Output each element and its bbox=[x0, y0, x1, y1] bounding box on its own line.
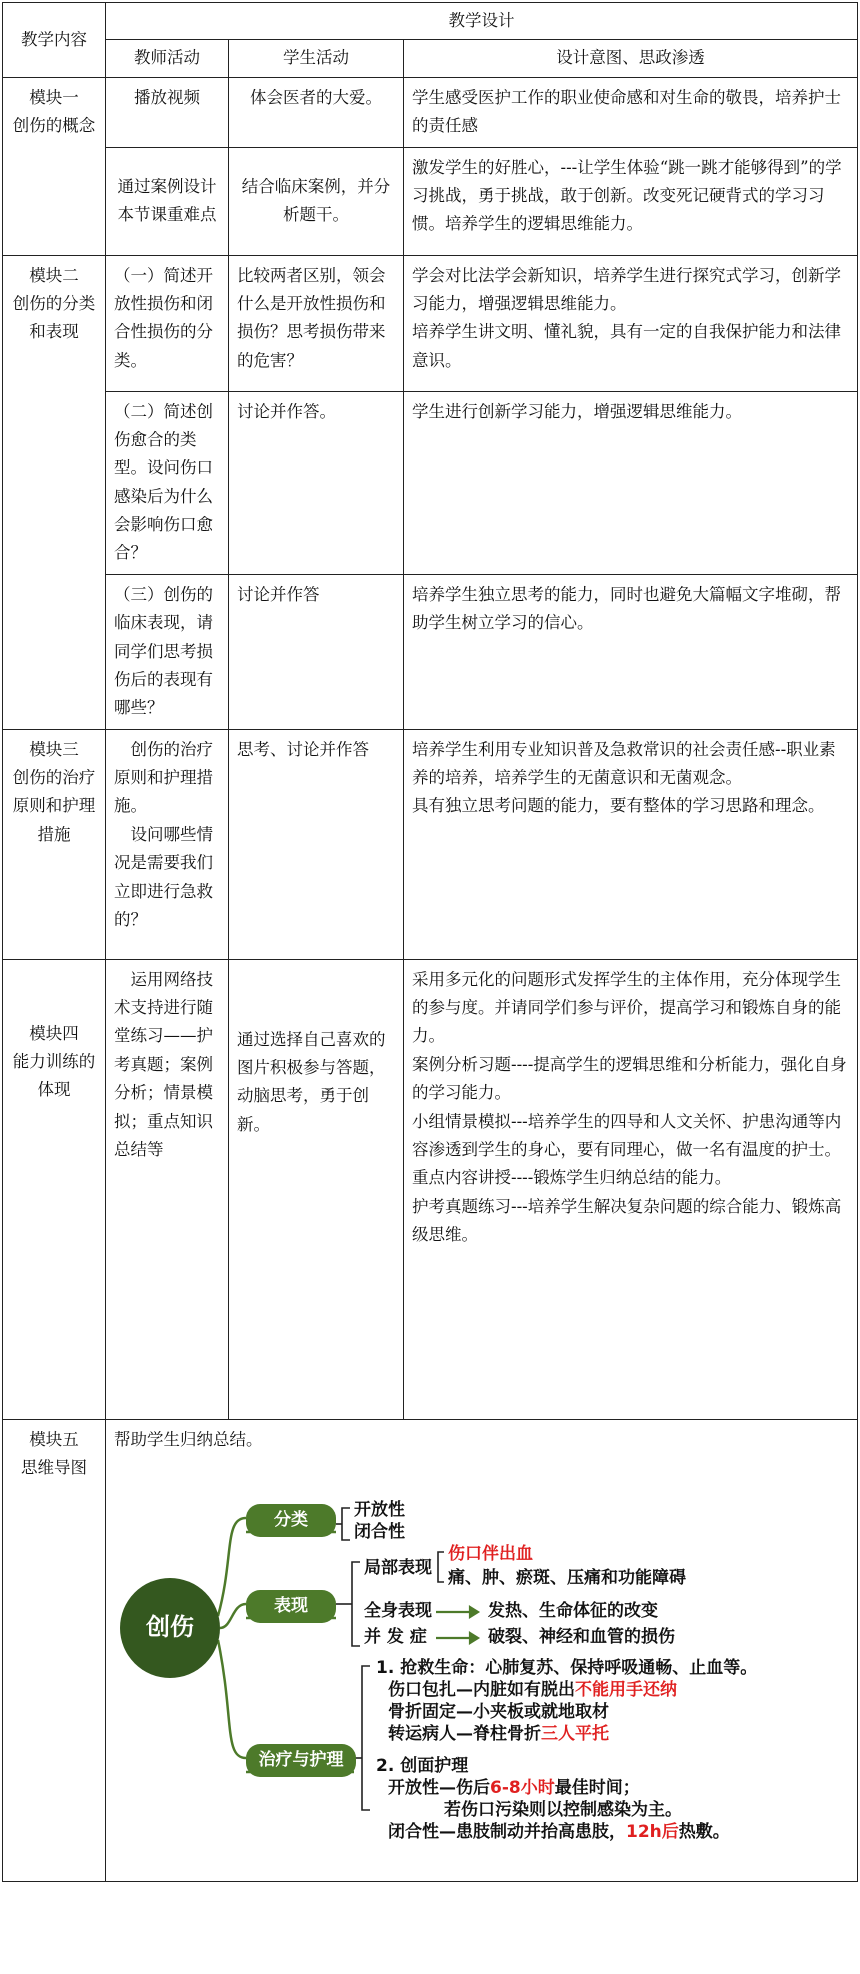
module4-name: 模块四 能力训练的体现 bbox=[3, 959, 106, 1419]
mindmap-complication: 并 发 症 bbox=[364, 1627, 427, 1647]
mindmap-branch-manifestation: 表现 bbox=[246, 1590, 336, 1623]
header-design: 教学设计 bbox=[106, 3, 858, 40]
mindmap bbox=[114, 1458, 824, 1842]
mindmap-local: 局部表现 bbox=[364, 1558, 432, 1578]
mindmap-treat-line4: 转运病人—脊柱骨折三人平托 bbox=[388, 1724, 609, 1744]
module2-row2-teacher: （二）简述创伤愈合的类型。设问伤口感染后为什么会影响伤口愈合？ bbox=[106, 391, 229, 574]
module1-row2-student: 结合临床案例，并分析题干。 bbox=[229, 147, 404, 255]
module2-row3-teacher: （三）创伤的临床表现，请同学们思考损伤后的表现有哪些？ bbox=[106, 574, 229, 729]
header-teacher: 教师活动 bbox=[106, 40, 229, 77]
mindmap-classify-closed: 闭合性 bbox=[354, 1522, 405, 1542]
module1-name: 模块一 创伤的概念 bbox=[3, 77, 106, 255]
module1-row1-student: 体会医者的大爱。 bbox=[229, 77, 404, 147]
module3-teacher: 创伤的治疗原则和护理措施。 设问哪些情况是需要我们立即进行急救的？ bbox=[106, 729, 229, 959]
module4-teacher: 运用网络技术支持进行随堂练习——护考真题；案例分析；情景模拟；重点知识总结等 bbox=[106, 959, 229, 1419]
module2-row1-teacher: （一）简述开放性损伤和闭合性损伤的分类。 bbox=[106, 255, 229, 391]
mindmap-treat-line7: 若伤口污染则以控制感染为主。 bbox=[444, 1800, 682, 1820]
mindmap-local-symptoms: 痛、肿、瘀斑、压痛和功能障碍 bbox=[448, 1568, 686, 1588]
mindmap-local-bleeding: 伤口伴出血 bbox=[448, 1544, 533, 1564]
mindmap-treat-line5: 2. 创面护理 bbox=[376, 1756, 469, 1776]
mindmap-branch-treatment: 治疗与护理 bbox=[246, 1744, 356, 1777]
header-student: 学生活动 bbox=[229, 40, 404, 77]
mindmap-systemic-item: 发热、生命体征的改变 bbox=[488, 1601, 658, 1621]
module1-row1-teacher: 播放视频 bbox=[106, 77, 229, 147]
mindmap-connectors bbox=[114, 1458, 824, 1818]
module2-row1-student: 比较两者区别，领会什么是开放性损伤和损伤？思考损伤带来的危害？ bbox=[229, 255, 404, 391]
mindmap-classify-open: 开放性 bbox=[354, 1500, 405, 1520]
mindmap-treat-line6: 开放性—伤后6-8小时最佳时间； bbox=[388, 1778, 640, 1798]
mindmap-complication-item: 破裂、神经和血管的损伤 bbox=[488, 1627, 675, 1647]
module3-intent: 培养学生利用专业知识普及急救常识的社会责任感--职业素养的培养，培养学生的无菌意识和无菌观念。 具有独立思考问题的能力，要有整体的学习思路和理念。 bbox=[404, 729, 858, 959]
mindmap-root: 创伤 bbox=[120, 1578, 220, 1678]
header-intent: 设计意图、思政渗透 bbox=[404, 40, 858, 77]
mindmap-treat-line3: 骨折固定—小夹板或就地取材 bbox=[388, 1702, 609, 1722]
mindmap-branch-classify: 分类 bbox=[246, 1504, 336, 1537]
mindmap-treat-line8: 闭合性—患肢制动并抬高患肢，12h后热敷。 bbox=[388, 1822, 730, 1842]
lesson-plan-table bbox=[2, 2, 858, 1882]
module4-student: 通过选择自己喜欢的图片积极参与答题，动脑思考，勇于创新。 bbox=[229, 959, 404, 1419]
module3-student: 思考、讨论并作答 bbox=[229, 729, 404, 959]
module3-name: 模块三 创伤的治疗原则和护理措施 bbox=[3, 729, 106, 959]
module1-row1-intent: 学生感受医护工作的职业使命感和对生命的敬畏，培养护士的责任感 bbox=[404, 77, 858, 147]
module2-row3-intent: 培养学生独立思考的能力，同时也避免大篇幅文字堆砌，帮助学生树立学习的信心。 bbox=[404, 574, 858, 729]
module1-row2-intent: 激发学生的好胜心，---让学生体验“跳一跳才能够得到”的学习挑战，勇于挑战，敢于创新。改变死记硬背式的学习习惯。培养学生的逻辑思维能力。 bbox=[404, 147, 858, 255]
module2-row3-student: 讨论并作答 bbox=[229, 574, 404, 729]
mindmap-treat-line1: 1. 抢救生命：心肺复苏、保持呼吸通畅、止血等。 bbox=[376, 1658, 758, 1678]
module4-intent: 采用多元化的问题形式发挥学生的主体作用，充分体现学生的参与度。并请同学们参与评价，提高学习和锻炼自身的能力。 案例分析习题----提高学生的逻辑思维和分析能力，强化自身的学习能力。 小组情景模拟---培养学生的四导和人文关怀、护患沟通等内容渗透到学生的身心，要有同理心，做一名有温度的护士。 重点内容讲授----锻炼学生归纳总结的能力。 护考真题练习---培养学生解决复杂问题的综合能力、锻炼高级思维。 bbox=[404, 959, 858, 1419]
mindmap-treat-line2: 伤口包扎—内脏如有脱出不能用手还纳 bbox=[388, 1680, 677, 1700]
mindmap-intro: 帮助学生归纳总结。 bbox=[114, 1429, 263, 1449]
module2-row1-intent: 学会对比法学会新知识，培养学生进行探究式学习，创新学习能力，增强逻辑思维能力。 培养学生讲文明、懂礼貌，具有一定的自我保护能力和法律意识。 bbox=[404, 255, 858, 391]
module2-row2-student: 讨论并作答。 bbox=[229, 391, 404, 574]
header-content: 教学内容 bbox=[3, 3, 106, 78]
module5-name: 模块五 思维导图 bbox=[3, 1419, 106, 1881]
module2-name: 模块二 创伤的分类和表现 bbox=[3, 255, 106, 729]
module1-row2-teacher: 通过案例设计本节课重难点 bbox=[106, 147, 229, 255]
module5-mindmap-cell bbox=[106, 1419, 858, 1881]
module2-row2-intent: 学生进行创新学习能力，增强逻辑思维能力。 bbox=[404, 391, 858, 574]
mindmap-systemic: 全身表现 bbox=[364, 1601, 432, 1621]
